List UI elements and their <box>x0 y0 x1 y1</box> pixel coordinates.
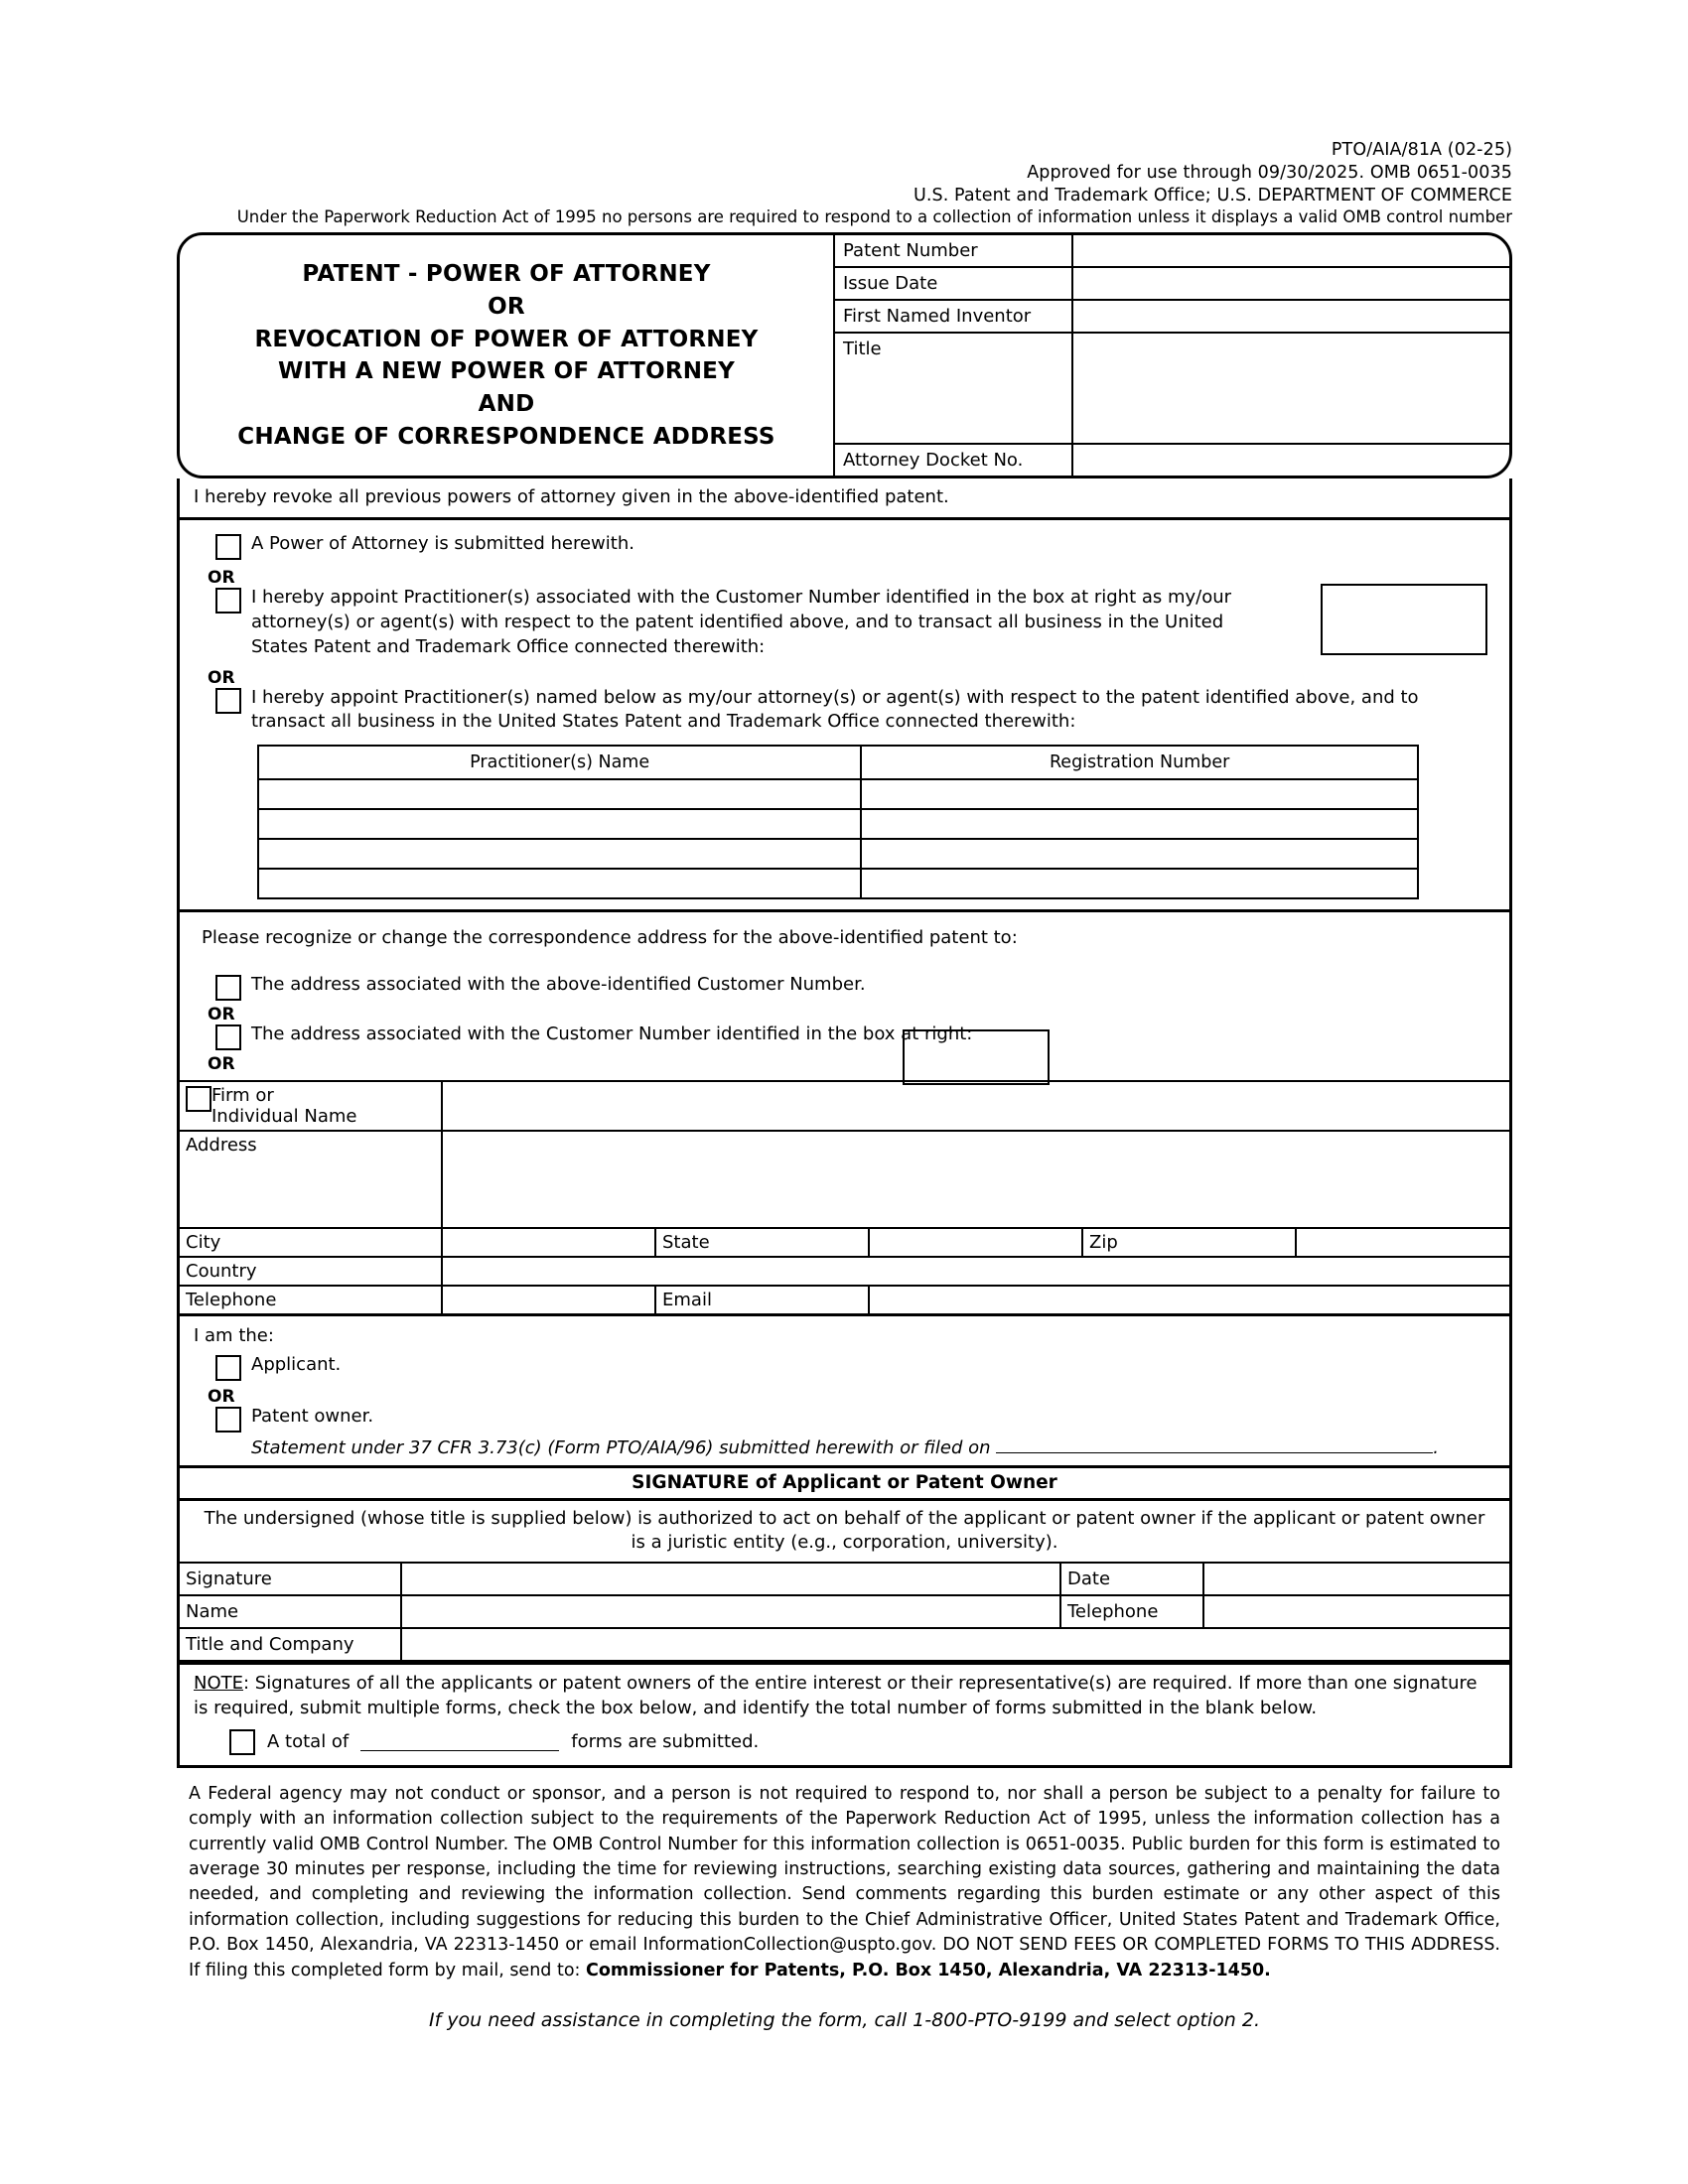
address-grid <box>180 1080 1509 1315</box>
checkbox-appoint-named-practitioners[interactable] <box>215 688 241 714</box>
firm-label-line-2: Individual Name <box>211 1106 357 1128</box>
practitioner-name-cell[interactable] <box>258 869 861 898</box>
poa-submitted-label: A Power of Attorney is submitted herewith. <box>251 533 634 555</box>
checkbox-applicant[interactable] <box>215 1355 241 1381</box>
corr-address-existing-cn-option[interactable] <box>215 973 1495 1001</box>
appoint-named-practitioners-option[interactable] <box>215 686 1495 736</box>
signature-statement-line-2: is a juristic entity (e.g., corporation, university). <box>631 1532 1058 1553</box>
burden-statement <box>177 1782 1512 1983</box>
table-row <box>258 779 1418 809</box>
state-label: State <box>655 1228 869 1257</box>
city-label: City <box>180 1228 442 1257</box>
practitioner-name-cell[interactable] <box>258 839 861 869</box>
signature-input[interactable] <box>401 1563 1060 1595</box>
signature-section-title: SIGNATURE of Applicant or Patent Owner <box>180 1465 1509 1501</box>
firm-label-line-1: Firm or <box>211 1085 274 1107</box>
appoint-named-practitioners-label: I hereby appoint Practitioner(s) named below as my/our attorney(s) or agent(s) with respect to the patent identified above, and to transact all business in the United States Patent and Trademark Office connected therewith: <box>251 686 1419 733</box>
registration-number-cell[interactable] <box>861 779 1418 809</box>
firm-name-input[interactable] <box>442 1081 1509 1131</box>
registration-number-cell[interactable] <box>861 869 1418 898</box>
telephone-input[interactable] <box>442 1286 655 1314</box>
firm-name-label <box>180 1081 442 1131</box>
office-line: U.S. Patent and Trademark Office; U.S. DEPARTMENT OF COMMERCE <box>913 185 1512 205</box>
approval-line: Approved for use through 09/30/2025. OMB 0651-0035 <box>1027 162 1512 183</box>
total-forms-prefix: A total of <box>267 1731 350 1753</box>
practitioner-table <box>257 745 1419 899</box>
name-input[interactable] <box>401 1595 1060 1628</box>
checkbox-total-forms[interactable] <box>229 1729 255 1755</box>
paperwork-reduction-notice: Under the Paperwork Reduction Act of 1995 no persons are required to respond to a collection of information unless it displays a valid OMB control number <box>236 207 1512 227</box>
email-input[interactable] <box>869 1286 1509 1314</box>
email-label: Email <box>655 1286 869 1314</box>
row-telephone-email <box>180 1286 1509 1314</box>
title-label: Title <box>835 334 1073 443</box>
title-company-label: Title and Company <box>180 1628 401 1661</box>
signature-telephone-label: Telephone <box>1060 1595 1203 1628</box>
zip-input[interactable] <box>1296 1228 1509 1257</box>
table-row <box>258 869 1418 898</box>
checkbox-appoint-customer-number[interactable] <box>215 588 241 614</box>
form-title <box>180 235 835 476</box>
applicant-label: Applicant. <box>251 1353 342 1375</box>
first-named-inventor-input[interactable] <box>1073 301 1509 332</box>
col-registration-number: Registration Number <box>861 746 1418 779</box>
practitioner-name-cell[interactable] <box>258 809 861 839</box>
statement-373c-period: . <box>1433 1436 1439 1458</box>
title-line-3: REVOCATION OF POWER OF ATTORNEY <box>254 326 759 352</box>
checkbox-patent-owner[interactable] <box>215 1407 241 1433</box>
form-body <box>177 478 1512 1768</box>
col-practitioner-name: Practitioner(s) Name <box>258 746 861 779</box>
date-label: Date <box>1060 1563 1203 1595</box>
signature-label: Signature <box>180 1563 401 1595</box>
patent-number-input[interactable] <box>1073 235 1509 266</box>
appoint-customer-number-label: I hereby appoint Practitioner(s) associated with the Customer Number identified in the box at right as my/our attorney(s) or agent(s) with respect to the patent identified above, and to transact all business in the United States Patent and Trademark Office connected therewith: <box>251 587 1232 657</box>
title-block <box>177 232 1512 478</box>
correspondence-section <box>180 912 1509 1080</box>
note-section <box>180 1662 1509 1725</box>
city-input[interactable] <box>442 1228 655 1257</box>
attorney-docket-label: Attorney Docket No. <box>835 445 1073 476</box>
field-issue-date <box>835 268 1509 301</box>
row-firm-name <box>180 1081 1509 1131</box>
form-sheet <box>177 139 1512 2031</box>
total-forms-suffix: forms are submitted. <box>571 1731 760 1753</box>
i-am-the-or-label: OR <box>208 1386 235 1407</box>
title-line-1: PATENT - POWER OF ATTORNEY <box>302 261 711 288</box>
checkbox-corr-box-customer-number[interactable] <box>215 1024 241 1050</box>
or-label-2: OR <box>208 667 235 688</box>
title-input[interactable] <box>1073 334 1509 443</box>
title-line-2: OR <box>488 293 525 320</box>
row-title-company <box>180 1628 1509 1661</box>
telephone-label: Telephone <box>180 1286 442 1314</box>
address-input[interactable] <box>442 1131 1509 1228</box>
patent-number-label: Patent Number <box>835 235 1073 266</box>
field-title <box>835 334 1509 445</box>
form-number: PTO/AIA/81A (02-25) <box>1331 140 1512 160</box>
row-address <box>180 1131 1509 1228</box>
table-header-row <box>258 746 1418 779</box>
title-company-input[interactable] <box>401 1628 1509 1661</box>
address-label: Address <box>180 1131 442 1228</box>
corr-existing-cn-label: The address associated with the above-identified Customer Number. <box>251 974 866 996</box>
field-first-named-inventor <box>835 301 1509 334</box>
patent-owner-option[interactable] <box>215 1405 1495 1433</box>
applicant-option[interactable] <box>215 1353 1495 1381</box>
identity-fields <box>835 235 1509 476</box>
practitioner-name-cell[interactable] <box>258 779 861 809</box>
burden-address-bold: Commissioner for Patents, P.O. Box 1450, Alexandria, VA 22313-1450. <box>586 1960 1271 1980</box>
patent-owner-label: Patent owner. <box>251 1405 374 1427</box>
state-input[interactable] <box>869 1228 1082 1257</box>
form-header-block <box>177 139 1512 206</box>
checkbox-firm-or-individual[interactable] <box>186 1086 211 1112</box>
assistance-line: If you need assistance in completing the form, call 1-800-PTO-9199 and select option 2. <box>428 2008 1261 2031</box>
zip-label: Zip <box>1082 1228 1296 1257</box>
revocation-section <box>180 478 1509 520</box>
revocation-statement: I hereby revoke all previous powers of attorney given in the above-identified patent. <box>194 486 949 508</box>
corr-or-label-2: OR <box>208 1054 235 1075</box>
or-label-1: OR <box>208 568 235 589</box>
signature-statement-line-1: The undersigned (whose title is supplied below) is authorized to act on behalf of the applicant or patent owner if the applicant or patent owner <box>204 1507 1485 1529</box>
registration-number-cell[interactable] <box>861 809 1418 839</box>
statement-373c-line <box>251 1434 1495 1461</box>
corr-box-cn-label: The address associated with the Customer Number identified in the box at right: <box>251 1024 973 1045</box>
signature-statement <box>180 1501 1509 1563</box>
attorney-docket-input[interactable] <box>1073 445 1509 476</box>
statement-373c-text: Statement under 37 CFR 3.73(c) (Form PTO/AIA/96) submitted herewith or filed on <box>251 1436 991 1458</box>
issue-date-label: Issue Date <box>835 268 1073 299</box>
issue-date-input[interactable] <box>1073 268 1509 299</box>
country-input[interactable] <box>442 1257 1509 1286</box>
i-am-the-heading: I am the: <box>194 1325 274 1347</box>
registration-number-cell[interactable] <box>861 839 1418 869</box>
poa-submitted-option[interactable] <box>215 532 1495 560</box>
correspondence-customer-number-box[interactable] <box>903 1029 1050 1085</box>
row-signature-date <box>180 1563 1509 1595</box>
country-label: Country <box>180 1257 442 1286</box>
row-name-telephone <box>180 1595 1509 1628</box>
appointment-section <box>180 520 1509 912</box>
field-attorney-docket-no <box>835 445 1509 476</box>
total-forms-input[interactable] <box>360 1732 559 1751</box>
table-row <box>258 839 1418 869</box>
title-line-4: WITH A NEW POWER OF ATTORNEY <box>278 358 735 385</box>
note-label: NOTE <box>194 1673 244 1695</box>
row-country <box>180 1257 1509 1286</box>
signature-grid <box>180 1562 1509 1662</box>
appoint-by-customer-number-option[interactable] <box>215 586 1495 659</box>
title-line-6: CHANGE OF CORRESPONDENCE ADDRESS <box>237 423 775 450</box>
name-label: Name <box>180 1595 401 1628</box>
checkbox-corr-existing-customer-number[interactable] <box>215 975 241 1001</box>
appointment-customer-number-box[interactable] <box>1321 584 1487 655</box>
row-city-state-zip <box>180 1228 1509 1257</box>
field-patent-number <box>835 235 1509 268</box>
signature-telephone-input[interactable] <box>1203 1595 1509 1628</box>
corr-address-box-cn-option[interactable] <box>215 1023 1495 1050</box>
checkbox-poa-submitted[interactable] <box>215 534 241 560</box>
date-input[interactable] <box>1203 1563 1509 1595</box>
statement-373c-date-input[interactable] <box>996 1434 1433 1453</box>
correspondence-intro: Please recognize or change the correspondence address for the above-identified patent to: <box>202 927 1018 949</box>
burden-text: A Federal agency may not conduct or sponsor, and a person is not required to respond to, nor shall a person be subject to a penalty for failure to comply with an information collection subject to the requirements of the Paperwork Reduction Act of 1995, unless the information collection has a currently valid OMB Control Number. The OMB Control Number for this information collection is 0651-0035. Public burden for this form is estimated to average 30 minutes per response, including the time for reviewing instructions, searching existing data sources, gathering and maintaining the data needed, and completing and reviewing the information collection. Send comments regarding this burden estimate or any other aspect of this information collection, including suggestions for reducing this burden to the Chief Administrative Officer, United States Patent and Trademark Office, P.O. Box 1450, Alexandria, VA 22313-1450 or email InformationCollection@uspto.gov. DO NOT SEND FEES OR COMPLETED FORMS TO THIS ADDRESS. If filing this completed form by mail, send to: <box>189 1783 1500 1980</box>
first-named-inventor-label: First Named Inventor <box>835 301 1073 332</box>
total-forms-row <box>180 1725 1509 1765</box>
table-row <box>258 809 1418 839</box>
note-text: : Signatures of all the applicants or patent owners of the entire interest or their representative(s) are required. If more than one signature is required, submit multiple forms, check the box below, and identify the total number of forms submitted in the blank below. <box>194 1673 1477 1719</box>
corr-or-label-1: OR <box>208 1005 235 1025</box>
i-am-the-section <box>180 1315 1509 1465</box>
title-line-5: AND <box>478 390 535 417</box>
